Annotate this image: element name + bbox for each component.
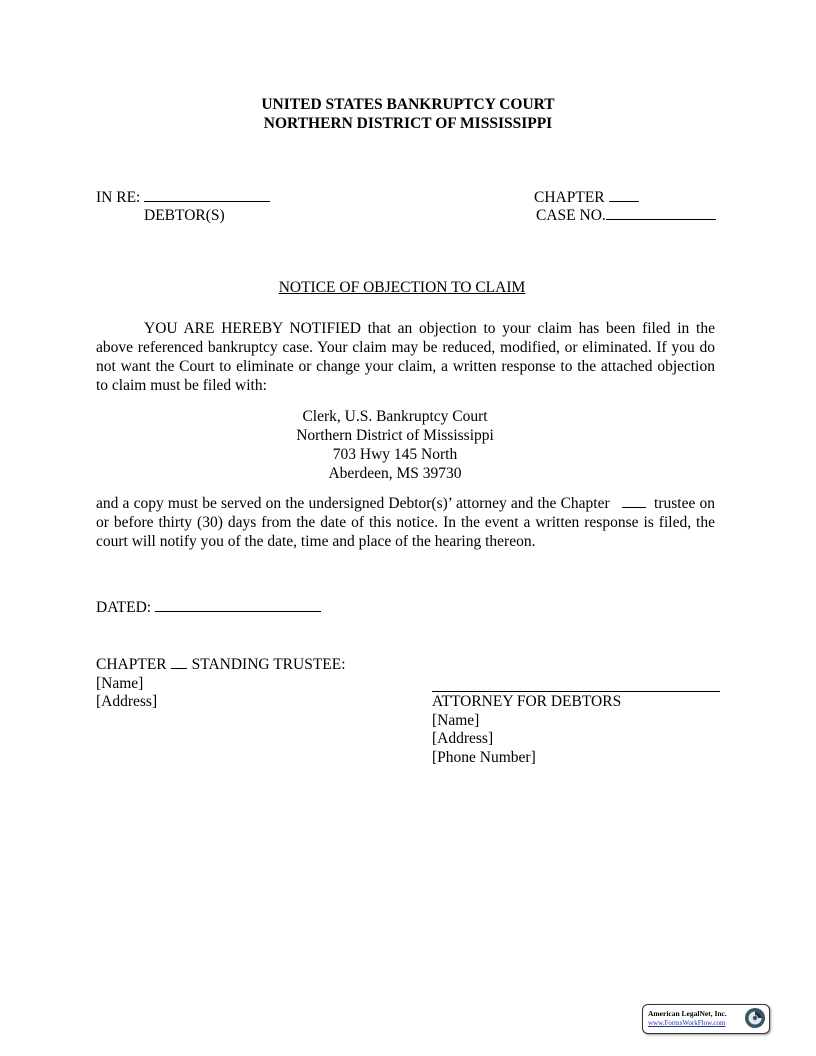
address-line: 703 Hwy 145 North [332, 446, 458, 463]
case-no-field [536, 207, 716, 225]
attorney-phone: [Phone Number] [432, 749, 536, 766]
logo-company: American LegalNet, Inc. [648, 1009, 727, 1018]
trustee-chapter-blank[interactable] [171, 667, 187, 669]
case-no-label: CASE NO. [536, 207, 606, 224]
in-re-blank[interactable] [144, 200, 270, 202]
notice-paragraph: YOU ARE HEREBY NOTIFIED that an objection to your claim has been filed in the above referenced bankruptcy case. Your claim may be reduced, modified, or eliminated. If you do not want the Court to eliminate or change your claim, a written response to the attached objection to claim must be filed with: [96, 320, 715, 394]
in-re-label: IN RE: [96, 189, 141, 206]
court-district: NORTHERN DISTRICT OF MISSISSIPPI [263, 115, 553, 132]
globe-swirl-icon [744, 1007, 766, 1029]
dated-blank[interactable] [155, 610, 321, 612]
case-no-blank[interactable] [606, 218, 716, 220]
attorney-heading: ATTORNEY FOR DEBTORS [432, 693, 622, 710]
attorney-signature-line[interactable] [432, 691, 720, 692]
chapter-blank-inline[interactable] [622, 506, 646, 508]
document-title: NOTICE OF OBJECTION TO CLAIM [278, 279, 526, 296]
chapter-label: CHAPTER [534, 189, 605, 206]
chapter-field [534, 189, 639, 207]
address-line: Clerk, U.S. Bankruptcy Court [302, 408, 488, 425]
court-name: UNITED STATES BANKRUPTCY COURT [261, 96, 555, 113]
american-legalnet-logo[interactable] [642, 1004, 770, 1034]
chapter-blank[interactable] [609, 200, 639, 202]
trustee-heading: CHAPTER STANDING TRUSTEE: [96, 656, 346, 673]
in-re-field [96, 189, 270, 207]
dated-label: DATED: [96, 599, 152, 616]
logo-website-link[interactable]: www.FormsWorkFlow.com [648, 1019, 726, 1027]
trustee-address: [Address] [96, 693, 158, 710]
service-paragraph: and a copy must be served on the undersigned Debtor(s)’ attorney and the Chapter trustee on or before thirty (30) days from the date of this notice. In the event a written response is filed, the court will notify you of the date, time and place of the hearing thereon. [96, 495, 716, 550]
clerk-address [250, 407, 540, 483]
attorney-address: [Address] [432, 730, 494, 747]
dated-field [96, 599, 321, 617]
address-line: Northern District of Mississippi [296, 427, 494, 444]
attorney-name: [Name] [432, 712, 480, 729]
trustee-name: [Name] [96, 675, 144, 692]
address-line: Aberdeen, MS 39730 [328, 465, 462, 482]
debtor-label: DEBTOR(S) [144, 207, 225, 224]
